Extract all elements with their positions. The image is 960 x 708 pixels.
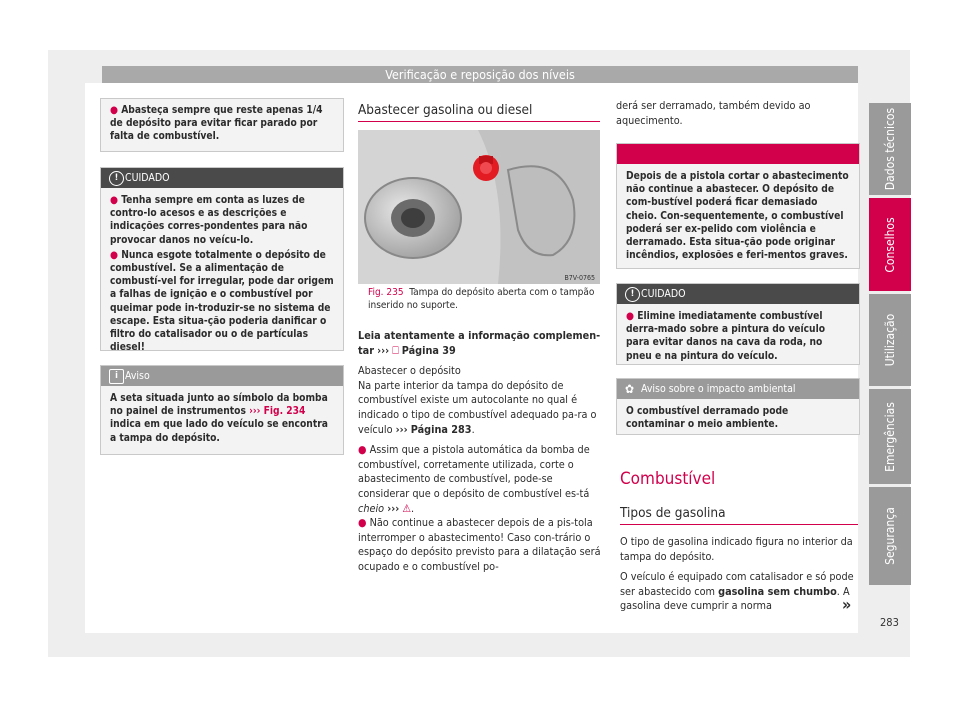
figure-caption: Fig. 235 Tampa do depósito aberta com o tampão inserido no suporte.: [368, 287, 595, 311]
aviso-header: i Aviso: [101, 366, 343, 386]
cuidado-header: ! CUIDADO: [101, 168, 343, 188]
subhead-abastecer: Abastecer o depósito: [358, 364, 461, 378]
cuidado-box-2: ! CUIDADO ● Elimine imediatamente combustível derra-mado sobre a pintura do veículo para evitar danos na cava da roda, no pneu e na pintura do veículo.: [616, 283, 860, 365]
section-rule: [358, 121, 600, 122]
warning-triangle-icon: ⚠: [402, 501, 412, 515]
fuel-cap-illustration: [358, 130, 600, 284]
figure-code: B7V-0765: [564, 274, 595, 282]
cuidado-box-1: ! CUIDADO ● Tenha sempre em conta as luzes de contro-lo acesos e as descrições e indicações corres-pondentes para não provocar danos no veícu-lo. ● Nunca esgote totalmente o depósito de combustível. Se a alimentação de combustí-vel for irregular, pode dar origem a falhas de ignição e o combustível por queimar pode in-troduzir-se no sistema de escape. Esta situa-ção poderia danificar o filtro do catalisador ou o de partículas diesel!: [100, 167, 344, 351]
figure-235: [358, 130, 600, 284]
atencao-box: ⚠ ATENÇÃO Depois de a pistola cortar o abastecimento não continue a abastecer. O depósito de com-bustível poderá ficar demasiado cheio. Con-sequentemente, o combustível poderá ser ex-pelido com violência e derramado. Esta situa-ção pode originar incêndios, explosões e feri-mentos graves.: [616, 143, 860, 269]
col2-body: Leia atentamente a informação complemen-tar ››› ⎕ Página 39 Abastecer o depósito Na parte interior da tampa do depósito de combustível existe um autocolante no qual é indicado o tipo de combustível adequado pa-ra o veículo ››› Página 283. ● Assim que a pistola automática da bomba de combustível, corretamente utilizada, corte o abastecimento de combustível, pode-se considerar que o depósito de combustível es-tá cheio ››› ⚠. ● Não continue a abastecer depois de a pis-tola interromper o abastecimento! Caso con-trário o espaço do depósito previsto para a dilatação será ocupado e o combustível po-: [358, 329, 601, 573]
cuidado-header: ! CUIDADO: [617, 284, 859, 304]
atencao-header: ⚠ ATENÇÃO: [617, 144, 859, 164]
continue-mark: »: [842, 595, 852, 614]
info-icon: i: [109, 369, 124, 384]
tab-dados-tecnicos[interactable]: Dados técnicos: [869, 103, 911, 195]
tab-seguranca[interactable]: Segurança: [869, 487, 911, 585]
warning-circle-icon: !: [625, 287, 640, 302]
tab-emergencias[interactable]: Emergências: [869, 389, 911, 484]
heading-combustivel: Combustível: [620, 469, 716, 489]
tab-utilizacao[interactable]: Utilização: [869, 294, 911, 386]
col3-continuation: derá ser derramado, também devido ao aquecimento.: [616, 99, 811, 127]
aviso-box: i Aviso A seta situada junto ao símbolo da bomba no painel de instrumentos ››› Fig. 234 indica em que lado do veículo se encontra a tampa do depósito.: [100, 365, 344, 455]
section-title: Abastecer gasolina ou diesel: [358, 102, 533, 118]
ambiente-header: ✿ Aviso sobre o impacto ambiental: [617, 379, 859, 399]
fuel-tip-note: ● Abasteça sempre que reste apenas 1/4 de depósito para evitar ficar parado por falta de combustível.: [100, 98, 344, 152]
fig-234-link[interactable]: ››› Fig. 234: [249, 406, 306, 418]
heading-rule: [620, 524, 858, 525]
warning-triangle-icon: ⚠: [625, 147, 635, 161]
heading-tipos-gasolina: Tipos de gasolina: [620, 505, 726, 521]
book-icon: ⎕: [392, 343, 399, 357]
col3-body: O tipo de gasolina indicado figura no interior da tampa do depósito. O veículo é equipado com catalisador e só pode ser abastecido com gasolina sem chumbo. A gasolina deve cumprir a norma: [620, 535, 854, 613]
ambiente-box: ✿ Aviso sobre o impacto ambiental O combustível derramado pode contaminar o meio ambiente.: [616, 378, 860, 435]
flower-icon: ✿: [625, 382, 635, 396]
page-number: 283: [880, 616, 899, 629]
page-283-link[interactable]: Página 283: [410, 422, 472, 436]
page-header: Verificação e reposição dos níveis: [102, 66, 858, 84]
page-39-link[interactable]: Página 39: [401, 343, 456, 357]
warning-circle-icon: !: [109, 171, 124, 186]
tab-conselhos[interactable]: Conselhos: [869, 198, 911, 291]
